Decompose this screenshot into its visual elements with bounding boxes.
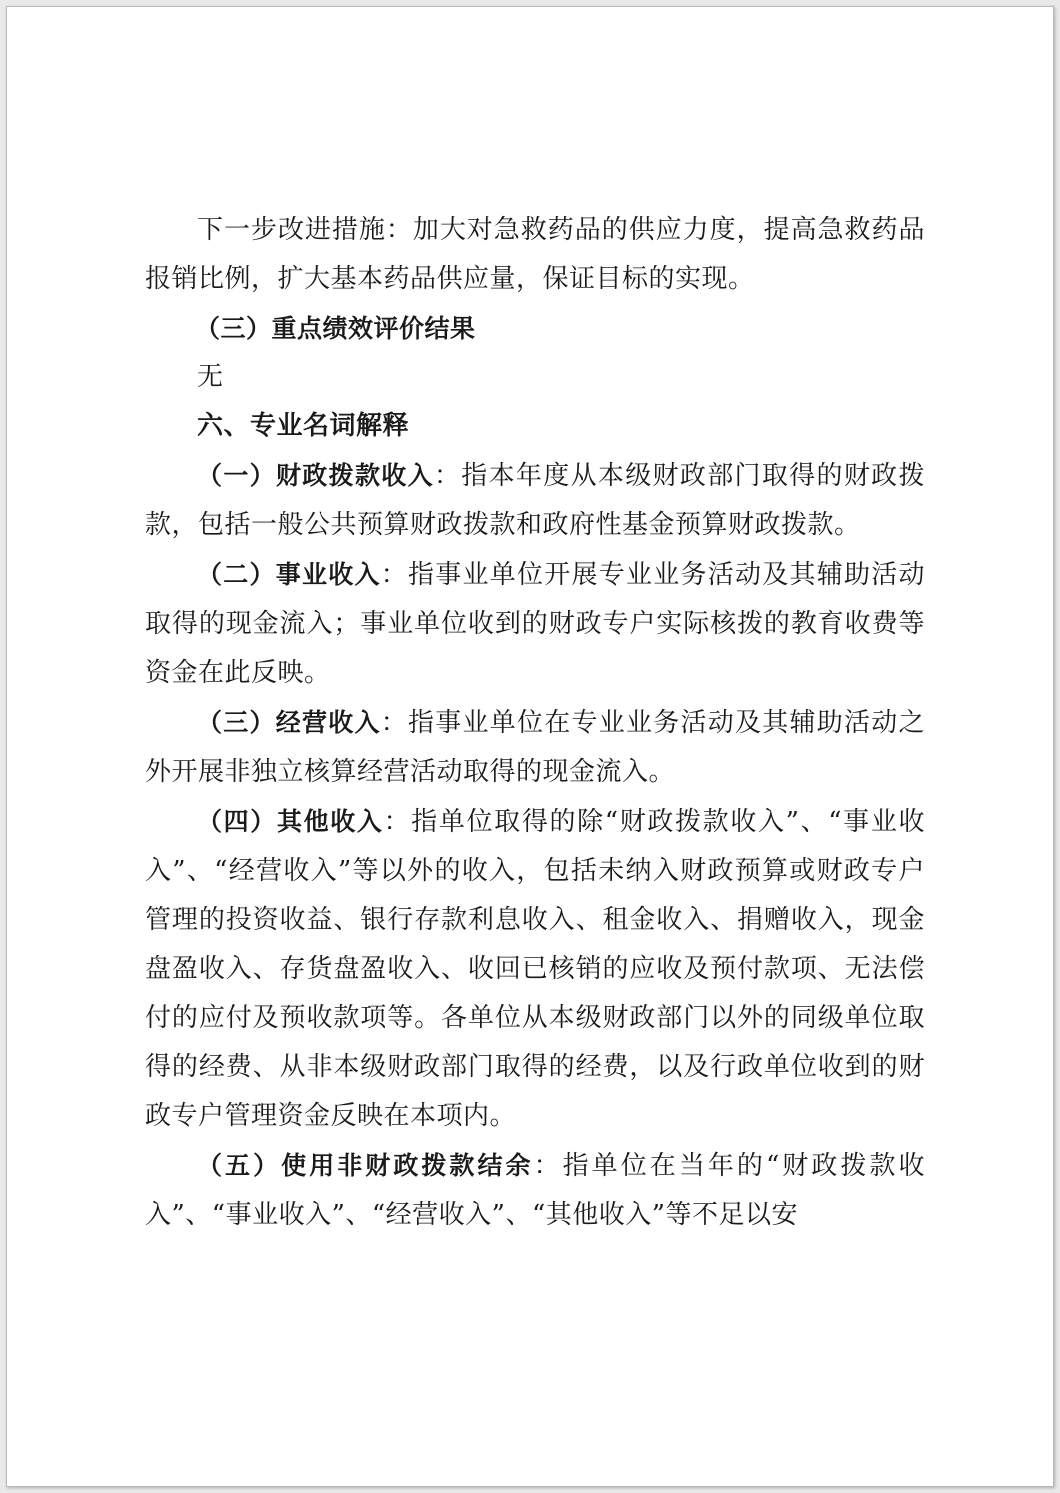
term-definition: ：指单位在当年的“财政拨款收入”、“事业收入”、“经营收入”、“其他收入”等不足以安: [145, 1151, 925, 1230]
term-definition: ：指单位取得的除“财政拨款收入”、“事业收入”、“经营收入”等以外的收入，包括未纳入财政预算或财政专户管理的投资收益、银行存款利息收入、租金收入、捐赠收入，现金盘盈收入、存货盘盈收入、收回已核销的应收及预付款项、无法偿付的应付及预收款项等。各单位从本级财政部门以外的同级单位取得的经费、从非本级财政部门取得的经费，以及行政单位收到的财政专户管理资金反映在本项内。: [145, 807, 925, 1131]
paragraph-improvement-measures: 下一步改进措施：加大对急救药品的供应力度，提高急救药品报销比例，扩大基本药品供应量，保证目标的实现。: [145, 215, 925, 294]
heading-section-six: 六、专业名词解释: [197, 411, 410, 441]
term-definition: ：指事业单位在专业业务活动及其辅助活动之外开展非独立核算经营活动取得的现金流入。: [145, 708, 925, 787]
term-definition: ：指本年度从本级财政部门取得的财政拨款，包括一般公共预算财政拨款和政府性基金预算财政拨款。: [145, 461, 925, 540]
term-paragraph-4: [145, 797, 925, 1141]
term-paragraph-2: [145, 550, 925, 698]
document-page: [6, 6, 1054, 1487]
heading-key-performance-evaluation: （三）重点绩效评价结果: [195, 314, 476, 343]
paragraph-none: 无: [197, 362, 224, 392]
term-label: （二）事业收入: [197, 560, 381, 589]
term-paragraph-1: [145, 451, 925, 550]
term-label: （五）使用非财政拨款结余: [197, 1151, 534, 1180]
document-body: [145, 206, 925, 1240]
term-paragraph-5: [145, 1141, 925, 1240]
term-label: （三）经营收入: [197, 708, 381, 737]
term-paragraph-3: [145, 698, 925, 797]
term-label: （一）财政拨款收入: [197, 461, 434, 490]
term-definition: ：指事业单位开展专业业务活动及其辅助活动取得的现金流入；事业单位收到的财政专户实际核拨的教育收费等资金在此反映。: [145, 560, 925, 688]
term-label: （四）其他收入: [197, 807, 384, 836]
